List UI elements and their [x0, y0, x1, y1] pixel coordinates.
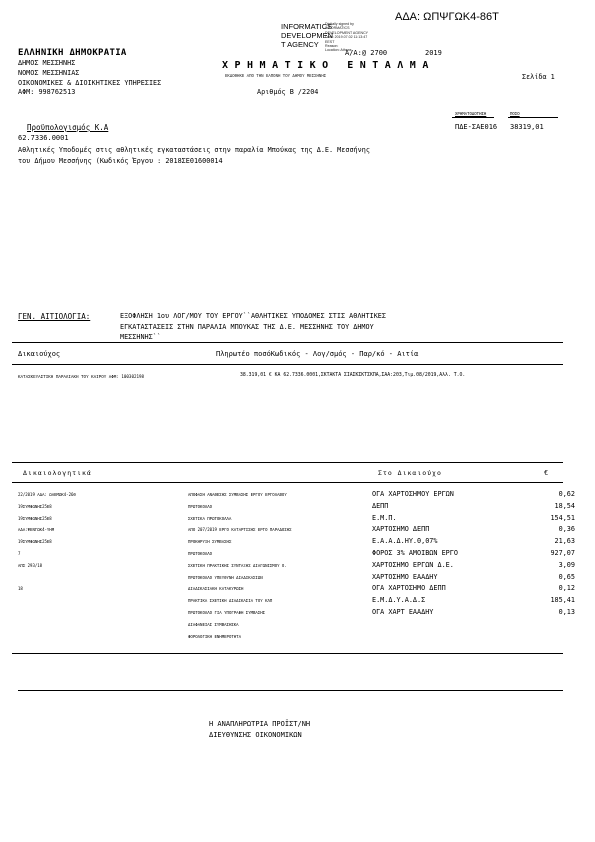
budget-desc-line: Αθλητικές Υποδομές στις αθλητικές εγκαταστάσεις στην παραλία Μπούκας της Δ.Ε. Μεσσήνης: [18, 146, 370, 154]
deduction-amount: 18,54: [554, 501, 575, 510]
deduction-amount: 927,07: [550, 549, 575, 557]
deduction-type: Ε.Μ.Π.: [372, 513, 397, 522]
table-row: [0, 514, 595, 526]
deduction-amount: 3,09: [558, 560, 575, 569]
document-description: ΑΠΟΦΑΣΗ ΑΝΑΘΕΣΗΣ ΣΥΜΒΑΣΗΣ ΕΡΓΟΥ ΕΡΓΟΛΑΒΟΥ: [188, 492, 287, 497]
document-ref: 19ΣΥΜΦΩΝΗΣ25Ε8: [18, 539, 52, 545]
deduction-amount: 154,51: [550, 513, 575, 522]
document-description: ΔΙΑΦΑΝΕΙΑΣ ΣΥΜΒΑΣΗΣΚΑ: [188, 621, 239, 627]
document-ref: 7: [18, 551, 21, 556]
document-ref: 18: [18, 586, 23, 592]
deduction-type: ΟΓΑ ΧΑΡΤΟΣΗΜΟ ΔΕΠΠ: [372, 584, 446, 593]
budget-code: 62.7336.0001: [18, 134, 69, 142]
tax-id: ΑΦΜ: 998762513: [18, 88, 76, 97]
table-row: [0, 596, 595, 608]
budget-label: Προϋπολογισμός Κ.Α: [27, 123, 109, 132]
document-description: ΣΧΕΤΙΚΗ ΠΡΑΚΤΙΚΗΣ ΣΥΝΤΑΞΗΣ ΔΙΑΓΩΝΙΣΜΟΥ Ο.: [188, 562, 287, 568]
deduction-type: ΦΟΡΟΣ 3% ΑΜΟΙΒΩΝ ΕΡΓΟ: [372, 549, 458, 557]
section-divider: [18, 690, 563, 691]
funding-value: ΠΔΕ-ΣΑΕ016: [455, 123, 498, 131]
amount-header: ΠΟΣΟ: [510, 111, 520, 116]
reason-line: ΕΓΚΑΤΑΣΤΑΣΕΙΣ ΣΤΗΝ ΠΑΡΑΛΙΑ ΜΠΟΥΚΑΣ ΤΗΣ Δ.Ε. ΜΕΣΣΗΝΗΣ ΤΟΥ ΔΗΜΟΥ: [120, 322, 374, 331]
deduction-amount: 0,62: [558, 490, 575, 498]
funding-rule: [452, 117, 494, 118]
section-divider: [12, 342, 563, 343]
payee-header-left: Δικαιούχος: [18, 350, 61, 358]
deduction-amount: 0,12: [558, 584, 575, 593]
signer-department: ΔΙΕΥΘΥΝΣΗΣ ΟΙΚΟΝΟΜΙΚΩΝ: [209, 730, 302, 739]
country-title: ΕΛΛΗΝΙΚΗ ΔΗΜΟΚΡΑΤΙΑ: [18, 48, 127, 58]
stamp-line: Digitally signed by: [325, 22, 354, 26]
deduction-type: ΧΑΡΤΟΣΗΜΟ ΕΑΑΔΗΥ: [372, 572, 438, 581]
section-divider: [12, 653, 563, 654]
document-description: ΣΧΕΤΙΚΑ ΠΡΩΤΟΚΟΛΛΑ: [188, 515, 232, 521]
amount-value: 38319,01: [510, 123, 544, 131]
document-description: ΔΙΑΔΙΚΑΣΙΑΚΗ ΚΑΤΑΚΥΡΩΣΗ: [188, 586, 244, 592]
deductions-header-mid: Στο Δικαιούχο: [378, 469, 442, 477]
document-description: ΠΡΩΤΟΚΟΛΛΟ: [188, 551, 213, 556]
stamp-line: DEVELOPMENT AGENCY: [325, 30, 369, 35]
table-row: [0, 490, 595, 502]
section-divider: [12, 482, 563, 483]
document-ref: 22/2019 ΑΔΑ: ΩΑΕΜΩΚ4-26Θ: [18, 492, 76, 497]
table-row: [0, 573, 595, 585]
logo-line: DEVELOPMEN: [281, 31, 334, 40]
deduction-type: ΟΓΑ ΧΑΡΤΟΣΗΜΟΥ ΕΡΓΩΝ: [372, 490, 454, 498]
document-description: ΑΠΟ 207/2019 ΕΡΓΟ ΚΑΤΑΡΤΙΣΗΣ ΕΡΓΟ ΠΑΡΑΔΟΣΗΣ: [188, 527, 292, 533]
document-subtitle: ΕΚΔΟΘΗΚΕ ΑΠΟ ΤΗΝ ΕΑΠΟΝΗ ΤΟΥ ΔΗΜΟΥ ΜΕΣΣΗΝΗΣ: [225, 73, 327, 78]
logo-line: T AGENCY: [281, 40, 319, 49]
document-description: ΠΡΩΤΟΚΟΛΛΟ ΥΠΕΥΘΥΝΗ ΔΙΑΔΙΚΑΣΙΩΝ: [188, 574, 263, 580]
deduction-amount: 185,41: [550, 596, 575, 605]
deductions-header-right: €: [544, 469, 549, 477]
signature-block: [209, 719, 310, 740]
reason-line: ΕΞΟΦΛΗΣΗ 1ου ΛΟΓ/ΜΟΥ ΤΟΥ ΕΡΓΟΥ``ΑΘΛΗΤΙΚΕΣ ΥΠΟΔΟΜΕΣ ΣΤΙΣ ΑΘΛΗΤΙΚΕΣ: [120, 312, 386, 320]
document-ref: ΑΔΑ:ΨΕΝΓΩΚ4-ΥΗΜ: [18, 527, 55, 533]
payee-name: ΚΑΤΑΣΚΕΥΑΣΤΙΚΗ ΠΑΡΑΛΙΑΚΗ ΤΟΥ ΚΑΙΡΟΥ ΑΦΜ: 100302198: [18, 374, 145, 379]
document-description: ΠΡΩΤΟΚΟΛΛΟ ΓΙΑ ΥΠΟΓΡΑΦΗ ΣΥΜΒΑΣΗΣ: [188, 610, 266, 615]
table-row: [0, 608, 595, 620]
table-row: [0, 549, 595, 561]
table-row: [0, 632, 595, 644]
document-description: ΠΡΑΚΤΙΚΑ ΣΧΕΤΙΚΗ ΔΙΑΔΙΚΑΣΙΑ ΤΟΥ ΚΛΠ: [188, 598, 273, 604]
page-number: Σελίδα 1: [522, 73, 555, 81]
deduction-type: ΟΓΑ ΧΑΡΤ ΕΑΑΔΗΥ: [372, 608, 434, 616]
deduction-amount: 0,13: [558, 608, 575, 616]
reason-line: ΜΕΣΣΗΝΗΣ``: [120, 333, 161, 341]
doc-number: Αριθμός Β /2204: [257, 88, 319, 96]
deduction-type: ΧΑΡΤΟΣΗΜΟ ΔΕΠΠ: [372, 525, 430, 534]
reason-label: ΓΕΝ. ΑΙΤΙΟΛΟΓΙΑ:: [18, 312, 91, 321]
table-row: [0, 620, 595, 632]
deduction-type: ΔΕΠΠ: [372, 501, 389, 510]
prefecture: ΝΟΜΟΣ ΜΕΣΣΗΝΙΑΣ: [18, 68, 80, 77]
payee-header-right: Πληρωτέο ποσόΚωδικός - Λογ/σμός - Παρ/κό - Αιτία: [216, 350, 419, 358]
payee-details: 38.319,01 € ΚΑ 62.7336.0001,ΣΚΤΑΚΤΑ ΣΙΑΣΚΣΚΤΣΚΠΑ,ΣΑΑ:203,Τιμ.08/2019,Αλλ. Τ.Ο.: [240, 373, 466, 378]
stamp-line: INFORMATICS: [325, 26, 350, 31]
document-description: ΠΡΟΚΗΡΥΞΗ ΣΥΜΒΑΣΗΣ: [188, 539, 232, 545]
document-title: ΧΡΗΜΑΤΙΚΟ ΕΝΤΑΛΜΑ: [222, 60, 435, 71]
section-divider: [12, 364, 563, 365]
document-ref: 19ΣΥΜΦΩΝΗΣ25Ε8: [18, 515, 52, 521]
ada-code: ΑΔΑ: ΩΠΨΓΩΚ4-86Τ: [395, 11, 499, 23]
stamp-line: Location: Athens: [325, 48, 352, 53]
table-row: [0, 525, 595, 537]
department: ΟΙΚΟΝΟΜΙΚΕΣ & ΔΙΟΙΚΗΤΙΚΕΣ ΥΠΗΡΕΣΙΕΣ: [18, 78, 162, 87]
doc-year: 2019: [425, 49, 442, 57]
table-row: [0, 502, 595, 514]
reason-text: [120, 311, 386, 343]
funding-header: ΧΡΗΜΑΤΟΔΟΤΗΣΗ: [455, 111, 487, 116]
deduction-amount: 0,36: [558, 525, 575, 534]
header-lines: [18, 59, 161, 98]
signer-title: Η ΑΝΑΠΛΗΡΩΤΡΙΑ ΠΡΟΪΣΤ/ΝΗ: [209, 720, 311, 728]
table-row: [0, 584, 595, 596]
municipality: ΔΗΜΟΣ ΜΕΣΣΗΝΗΣ: [18, 59, 76, 67]
deduction-type: ΧΑΡΤΟΣΗΜΟ ΕΡΓΩΝ Δ.Ε.: [372, 560, 454, 569]
document-description: ΦΟΡΟΛΟΓΙΚΗ ΕΝΗΜΕΡΟΤΗΤΑ: [188, 633, 241, 639]
stamp-line: Date: 2019.07.02 11:13:47: [325, 35, 368, 40]
document-ref: ΑΠΣ 293/18: [18, 562, 43, 568]
document-description: ΠΡΩΤΟΚΟΛΛΟ: [188, 503, 213, 509]
deductions-header-left: Δικαιολογητικά: [23, 469, 92, 477]
stamp-line: Reason:: [325, 44, 339, 49]
deduction-amount: 21,63: [554, 537, 575, 546]
budget-description: [18, 145, 370, 167]
stamp-line: EEST: [325, 39, 335, 44]
table-row: [0, 561, 595, 573]
logo-line: INFORMATICS: [281, 22, 333, 31]
deduction-type: Ε.Α.Α.Δ.ΗΥ.0,07%: [372, 537, 438, 546]
amount-rule: [508, 117, 558, 118]
table-row: [0, 537, 595, 549]
doc-number-overlay: Α/Α:@ 2700: [345, 49, 388, 57]
deduction-amount: 0,65: [558, 572, 575, 581]
section-divider: [12, 462, 563, 463]
deduction-type: Ε.Μ.Δ.Υ.Α.Δ.Σ: [372, 596, 426, 605]
document-ref: 19ΣΥΜΦΩΝΗΣ25Ε8: [18, 503, 52, 509]
budget-desc-line: του Δήμου Μεσσήνης (Κωδικός Έργου : 2018ΣΕ01600014: [18, 157, 223, 165]
